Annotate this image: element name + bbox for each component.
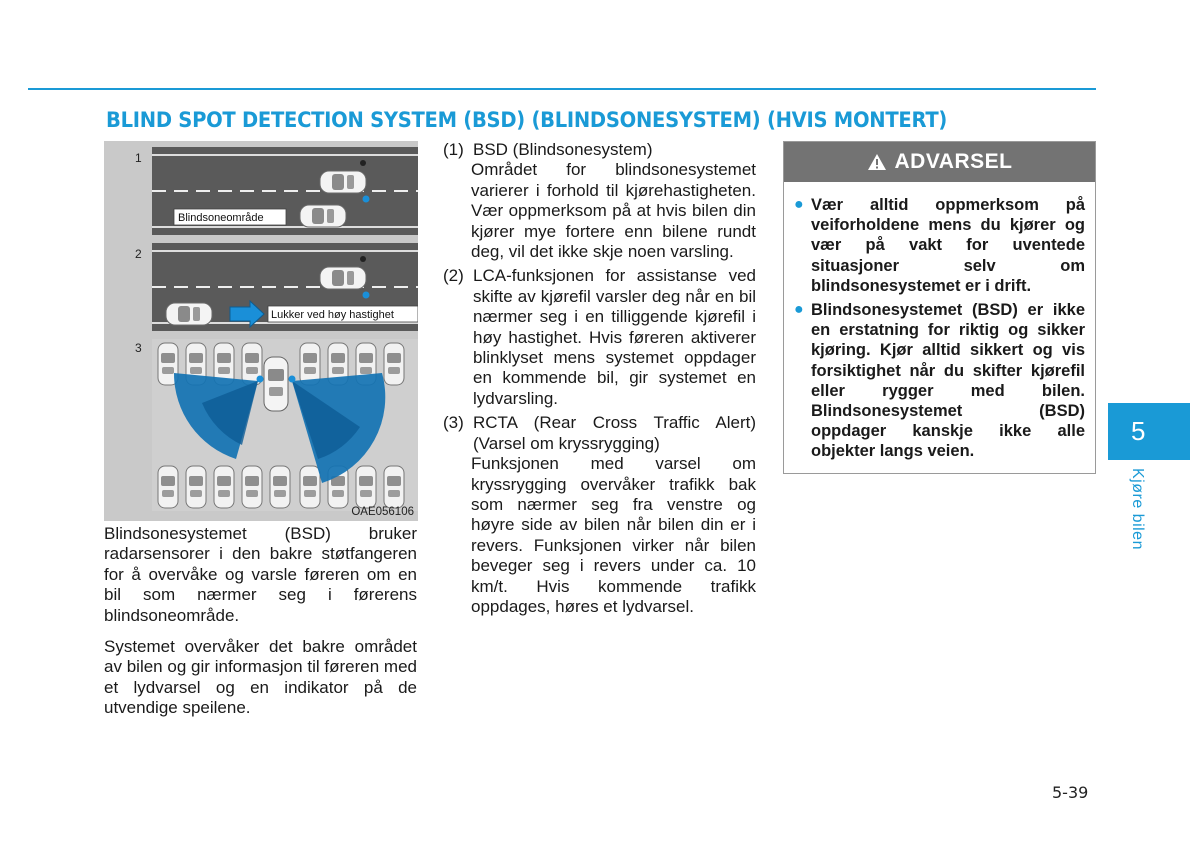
panel-number-3: 3 (135, 341, 142, 355)
warning-item: ● Blindsonesystemet (BSD) er ikke en erstatning for riktig og sikker kjøring. Kjør alltid sikkert og vis forsiktighet når du skifter kjørefil eller rygger med bilen. Blindsonesystemet (BSD) oppdager kanskje ikke alle objekter langs veien. (794, 301, 1085, 461)
parked-cars-bottom (158, 466, 404, 508)
warning-item: ● Vær alltid oppmerksom på veiforholdene mens du kjører og vær på vakt for uventede situasjoner selv om blindsonesystemet er i drift. (794, 196, 1085, 295)
bsd-diagram (104, 141, 418, 521)
panel-number-2: 2 (135, 247, 142, 261)
item-heading: BSD (Blindsonesystem) (473, 140, 653, 159)
item-body: Funksjonen med varsel om kryssrygging overvåker trafikk bak som nærmer seg fra venstre og høyre side av bilen når bilen din er i revers. Funksjonen virker når bilen beveger seg i revers under ca. 10 km/t. Hvis kommende trafikk oppdages, høres et lydvarsel. (471, 454, 756, 616)
item-number: (3) (443, 413, 464, 433)
item-number: (2) (443, 266, 464, 286)
car-ego-2 (320, 267, 366, 289)
warning-title: ADVARSEL (894, 150, 1013, 173)
top-rule (28, 88, 1096, 90)
item-number: (1) (443, 140, 464, 159)
panel-number-1: 1 (135, 151, 142, 165)
middle-column (443, 140, 756, 619)
page-number: 5-39 (1052, 783, 1089, 802)
warning-header (784, 142, 1095, 182)
page-title: BLIND SPOT DETECTION SYSTEM (BSD) (BLINDSONESYSTEM) (HVIS MONTERT) (106, 108, 948, 132)
item-heading: LCA-funksjonen for assistanse ved skifte av kjørefil varsler deg når en bil nærmer seg i en tilliggende kjørefil i høy hastighet. Hvis føreren aktiverer blinklyset mens systemet oppdager en kommende bil, gir systemet en lydvarsling. (473, 266, 756, 408)
chapter-tab (1108, 403, 1190, 460)
chapter-number: 5 (1131, 416, 1146, 446)
car-approaching (166, 303, 212, 325)
car-ego-1 (320, 171, 366, 193)
label-blind-zone: Blindsoneområde (178, 212, 264, 224)
warning-box (783, 141, 1096, 474)
bsd-illustration (104, 141, 418, 521)
warning-list (784, 182, 1095, 462)
item-heading: RCTA (Rear Cross Traffic Alert) (Varsel om kryssrygging) (473, 413, 756, 453)
bullet-icon: ● (794, 196, 804, 213)
left-column (104, 524, 417, 730)
car-blindspot (300, 205, 346, 227)
chapter-title: Kjøre bilen (1129, 468, 1146, 550)
list-item (443, 413, 756, 617)
label-high-speed: Lukker ved høy hastighet (271, 309, 394, 321)
item-body: Området for blindsonesystemet varierer i forhold til kjørehastigheten. Vær oppmerksom på at hvis bilen din kjører mye fortere enn bilene rundt deg, vil det ikke skje noen varsling. (471, 160, 756, 262)
warning-triangle-icon (867, 153, 887, 171)
paragraph: Blindsonesystemet (BSD) bruker radarsensorer i den bakre støtfangeren for å overvåke og varsle føreren om en bil som nærmer seg i førerens blindsoneområde. (104, 524, 417, 625)
list-item (443, 140, 756, 262)
car-reversing (264, 357, 288, 411)
figure-code: OAE056106 (351, 506, 414, 518)
bullet-icon: ● (794, 301, 804, 319)
list-item (443, 266, 756, 409)
paragraph: Systemet overvåker det bakre området av bilen og gir informasjon til føreren med et lydvarsel og en indikator på de utvendige speilene. (104, 637, 417, 718)
